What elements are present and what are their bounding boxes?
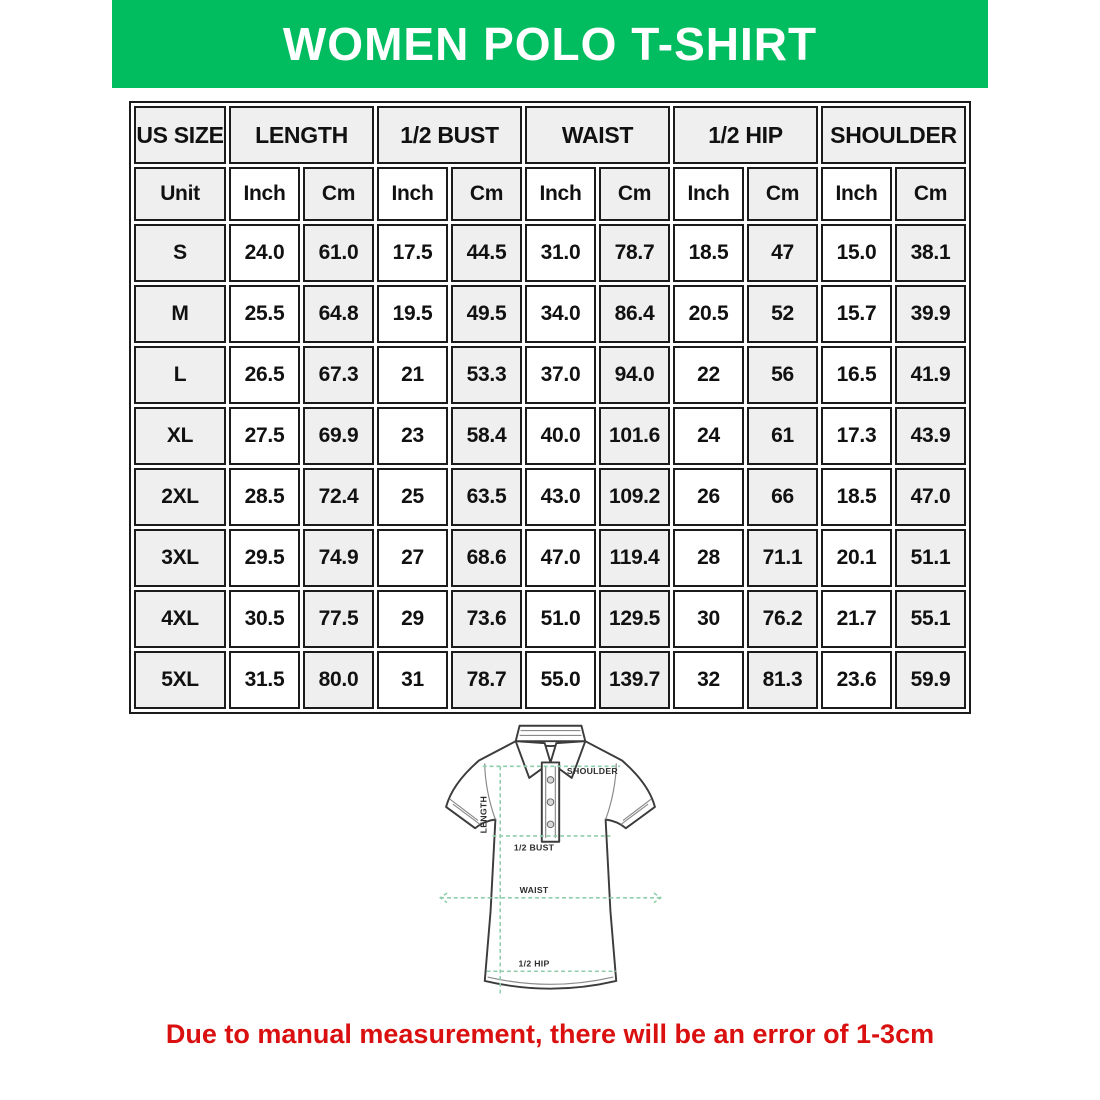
table-cell: 39.9 [895,285,966,343]
diagram-label-bust: 1/2 BUST [513,842,554,853]
collar-band [515,726,585,741]
table-cell: 81.3 [747,651,818,709]
table-cell: 24.0 [229,224,300,282]
size-row-s [134,224,966,282]
table-cell: 30 [673,590,744,648]
unit-shoulder-inch: Inch [821,167,892,221]
diagram-label-shoulder: SHOULDER [566,766,618,777]
size-row-2xl [134,468,966,526]
size-label: S [134,224,226,282]
unit-label: Unit [134,167,226,221]
table-cell: 78.7 [451,651,522,709]
button-2 [547,799,554,806]
button-3 [547,821,554,828]
col-header-us-size: US SIZE [134,106,226,164]
table-cell: 59.9 [895,651,966,709]
table-cell: 37.0 [525,346,596,404]
table-cell: 29 [377,590,448,648]
page-title: WOMEN POLO T-SHIRT [282,18,818,70]
size-label: 3XL [134,529,226,587]
table-cell: 32 [673,651,744,709]
polo-shirt-diagram [418,718,683,1013]
col-header-shoulder: SHOULDER [821,106,966,164]
col-header-half-bust: 1/2 BUST [377,106,522,164]
table-cell: 28.5 [229,468,300,526]
table-cell: 18.5 [821,468,892,526]
table-cell: 86.4 [599,285,670,343]
unit-length-inch: Inch [229,167,300,221]
table-cell: 69.9 [303,407,374,465]
table-cell: 51.0 [525,590,596,648]
table-cell: 73.6 [451,590,522,648]
table-cell: 20.1 [821,529,892,587]
table-cell: 76.2 [747,590,818,648]
table-cell: 64.8 [303,285,374,343]
table-cell: 53.3 [451,346,522,404]
table-cell: 22 [673,346,744,404]
table-cell: 41.9 [895,346,966,404]
table-cell: 109.2 [599,468,670,526]
measurement-note: Due to manual measurement, there will be an error of 1-3cm [165,1019,935,1049]
col-header-half-hip: 1/2 HIP [673,106,818,164]
table-cell: 74.9 [303,529,374,587]
table-cell: 25.5 [229,285,300,343]
table-cell: 61 [747,407,818,465]
table-cell: 15.0 [821,224,892,282]
table-cell: 78.7 [599,224,670,282]
table-cell: 18.5 [673,224,744,282]
table-cell: 52 [747,285,818,343]
table-cell: 17.5 [377,224,448,282]
table-cell: 55.0 [525,651,596,709]
col-header-length: LENGTH [229,106,374,164]
table-cell: 49.5 [451,285,522,343]
table-cell: 47.0 [895,468,966,526]
table-cell: 51.1 [895,529,966,587]
table-cell: 119.4 [599,529,670,587]
table-cell: 40.0 [525,407,596,465]
unit-bust-inch: Inch [377,167,448,221]
table-cell: 44.5 [451,224,522,282]
table-cell: 58.4 [451,407,522,465]
table-cell: 68.6 [451,529,522,587]
size-label: XL [134,407,226,465]
size-row-l [134,346,966,404]
table-cell: 34.0 [525,285,596,343]
col-header-waist: WAIST [525,106,670,164]
table-cell: 28 [673,529,744,587]
table-cell: 94.0 [599,346,670,404]
title-banner [112,0,988,88]
diagram-label-waist: WAIST [519,884,549,895]
table-cell: 16.5 [821,346,892,404]
unit-bust-cm: Cm [451,167,522,221]
table-cell: 55.1 [895,590,966,648]
table-cell: 38.1 [895,224,966,282]
table-cell: 31.5 [229,651,300,709]
table-cell: 47 [747,224,818,282]
size-row-4xl [134,590,966,648]
table-cell: 30.5 [229,590,300,648]
table-cell: 21.7 [821,590,892,648]
table-cell: 23 [377,407,448,465]
column-group-header-row [134,106,966,164]
size-row-m [134,285,966,343]
unit-waist-inch: Inch [525,167,596,221]
table-cell: 56 [747,346,818,404]
table-cell: 29.5 [229,529,300,587]
table-cell: 23.6 [821,651,892,709]
diagram-label-length: LENGTH [478,795,489,834]
table-cell: 72.4 [303,468,374,526]
table-cell: 19.5 [377,285,448,343]
diagram-label-hip: 1/2 HIP [518,958,550,969]
table-cell: 27 [377,529,448,587]
unit-hip-cm: Cm [747,167,818,221]
table-cell: 80.0 [303,651,374,709]
size-row-5xl [134,651,966,709]
polo-shirt-illustration [418,718,683,1008]
size-row-3xl [134,529,966,587]
unit-hip-inch: Inch [673,167,744,221]
size-label: 5XL [134,651,226,709]
unit-header-row [134,167,966,221]
size-chart-table [129,101,971,714]
table-cell: 27.5 [229,407,300,465]
size-label: 2XL [134,468,226,526]
table-cell: 26 [673,468,744,526]
table-cell: 21 [377,346,448,404]
table-cell: 26.5 [229,346,300,404]
unit-length-cm: Cm [303,167,374,221]
table-cell: 71.1 [747,529,818,587]
table-cell: 43.9 [895,407,966,465]
table-cell: 31.0 [525,224,596,282]
table-cell: 43.0 [525,468,596,526]
unit-waist-cm: Cm [599,167,670,221]
table-cell: 66 [747,468,818,526]
table-cell: 47.0 [525,529,596,587]
size-label: M [134,285,226,343]
table-cell: 31 [377,651,448,709]
table-cell: 129.5 [599,590,670,648]
size-label: L [134,346,226,404]
size-row-xl [134,407,966,465]
table-cell: 24 [673,407,744,465]
table-cell: 17.3 [821,407,892,465]
button-1 [547,777,554,784]
table-cell: 63.5 [451,468,522,526]
table-cell: 20.5 [673,285,744,343]
table-cell: 139.7 [599,651,670,709]
table-cell: 61.0 [303,224,374,282]
table-cell: 101.6 [599,407,670,465]
size-label: 4XL [134,590,226,648]
table-cell: 67.3 [303,346,374,404]
table-cell: 25 [377,468,448,526]
table-cell: 15.7 [821,285,892,343]
table-cell: 77.5 [303,590,374,648]
unit-shoulder-cm: Cm [895,167,966,221]
